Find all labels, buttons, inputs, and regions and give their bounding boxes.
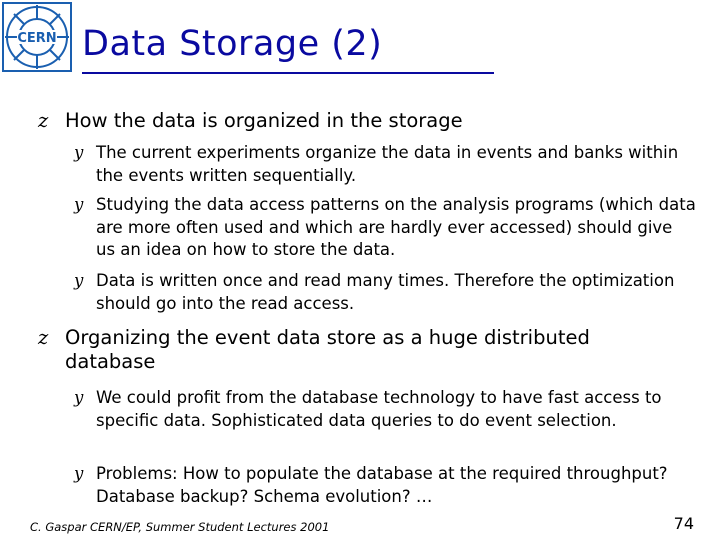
bullet-marker: z <box>38 109 49 132</box>
sub-bullet-marker: y <box>74 143 84 162</box>
sub-bullet-marker: y <box>74 388 84 407</box>
bullet-text: Organizing the event data store as a huge distributed database <box>65 326 590 373</box>
bullet-text: How the data is organized in the storage <box>65 109 463 132</box>
sub-bullet-text: Data is written once and read many times. Therefore the optimization should go into the read access. <box>96 271 675 313</box>
slide-title: Data Storage (2) <box>82 24 383 64</box>
logo-text: CERN <box>17 31 57 46</box>
sub-bullet-marker: y <box>74 195 84 214</box>
sub-bullet-text: Problems: How to populate the database at the required throughput? Database backup? Schema evolution? … <box>96 464 668 506</box>
page-number: 74 <box>673 514 694 533</box>
sub-bullet-marker: y <box>74 271 84 290</box>
bullet-marker: z <box>38 326 49 349</box>
sub-bullet-text: We could profit from the database technology to have fast access to specific data. Sophisticated data queries to do event selection. <box>96 388 662 430</box>
sub-bullet-marker: y <box>74 464 84 483</box>
sub-bullet-text: The current experiments organize the data in events and banks within the events written sequentially. <box>96 143 679 185</box>
sub-bullet-text: Studying the data access patterns on the analysis programs (which data are more often used and which are hardly ever accessed) should give us an idea on how to store the data. <box>96 195 696 259</box>
footer-credit: C. Gaspar CERN/EP, Summer Student Lectures 2001 <box>30 520 330 534</box>
